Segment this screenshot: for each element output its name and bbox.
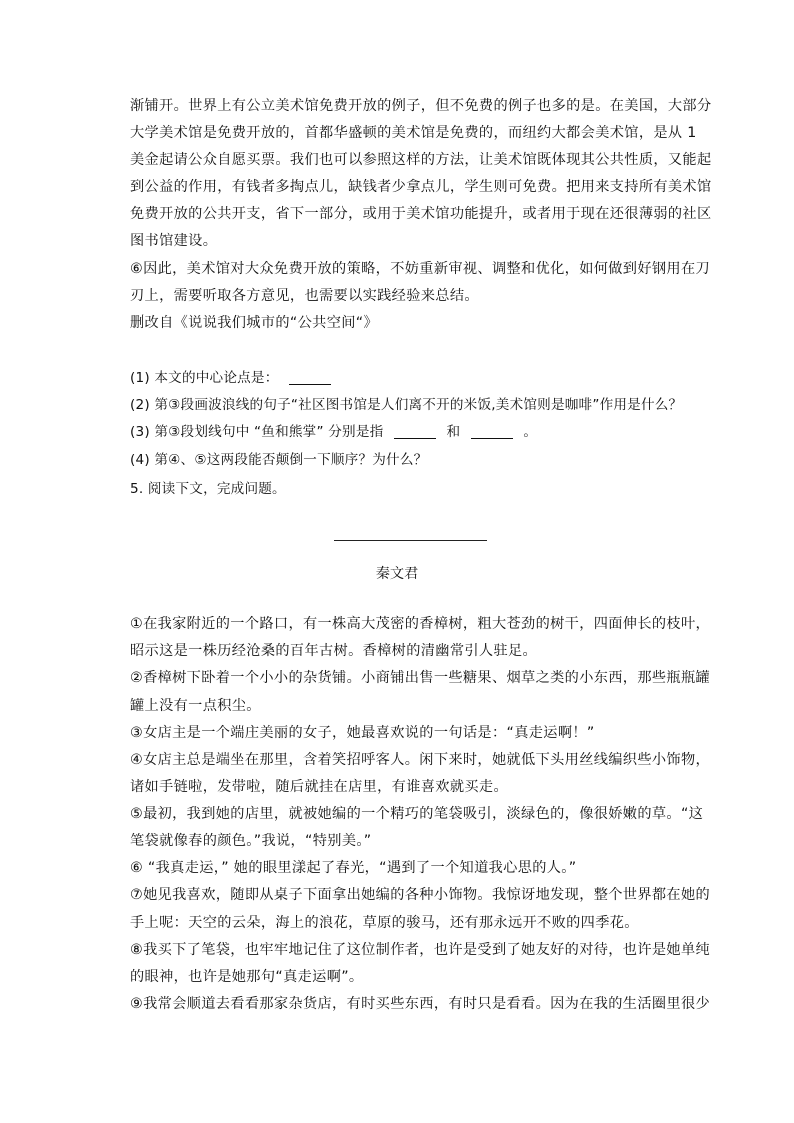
answer-blank xyxy=(289,370,331,385)
paragraph-line: 刃上，需要听取各方意见，也需要以实践经验来总结。 xyxy=(130,288,479,304)
paragraph-line: ⑨我常会顺道去看看那家杂货店，有时买些东西，有时只是看看。因为在我的生活圈里很少 xyxy=(130,996,711,1012)
paragraph-line: 笔袋就像春的颜色。”我说，“特别美。” xyxy=(130,833,372,849)
question-5: 5. 阅读下文，完成问题。 xyxy=(130,481,286,497)
paragraph-line: 渐铺开。世界上有公立美术馆免费开放的例子，但不免费的例子也多的是。在美国，大部分 xyxy=(130,98,712,114)
paragraph-line: 大学美术馆是免费开放的，首都华盛顿的美术馆是免费的，而纽约大都会美术馆，是从 1 xyxy=(130,125,697,141)
answer-blank xyxy=(394,424,436,439)
paragraph-line: ⑤最初，我到她的店里，就被她编的一个精巧的笔袋吸引，淡绿色的，像很娇嫩的草。“这 xyxy=(130,806,704,822)
paragraph-line: 昭示这是一株历经沧桑的百年古树。香樟树的清幽常引人驻足。 xyxy=(130,643,538,659)
paragraph-line: ②香樟树下卧着一个小小的杂货铺。小商铺出售一些糖果、烟草之类的小东西，那些瓶瓶罐 xyxy=(130,670,711,686)
paragraph-line: ⑦她见我喜欢，随即从桌子下面拿出她编的各种小饰物。我惊讶地发现，整个世界都在她的 xyxy=(130,887,711,903)
paragraph-line: ⑧我买下了笔袋，也牢牢地记住了这位制作者，也许是受到了她友好的对待，也许是她单纯 xyxy=(130,942,711,958)
paragraph-line: ③女店主是一个端庄美丽的女子，她最喜欢说的一句话是：“真走运啊！” xyxy=(130,725,595,741)
paragraph-line: 手上呢：天空的云朵，海上的浪花，草原的骏马，还有那永远开不败的四季花。 xyxy=(130,915,639,931)
paragraph-line: ⑥因此，美术馆对大众免费开放的策略，不妨重新审视、调整和优化，如何做到好钢用在刀 xyxy=(130,261,711,277)
question-3-end: 。 xyxy=(523,424,538,440)
paragraph-line: 的眼神，也许是她那句“真走运啊”。 xyxy=(130,969,364,985)
paragraph-line: ⑥ “我真走运，” 她的眼里漾起了春光，“遇到了一个知道我心思的人。” xyxy=(130,860,577,876)
question-3-text: (3) 第③段划线句中 “鱼和熊掌” 分别是指 xyxy=(130,424,384,440)
source-citation: 删改自《说说我们城市的“公共空间“》 xyxy=(130,315,379,331)
paragraph-line: 免费开放的公共开支，省下一部分，或用于美术馆功能提升，或者用于现在还很薄弱的社区 xyxy=(130,206,712,222)
paragraph-line: 罐上没有一点积尘。 xyxy=(130,698,261,714)
question-1-text: (1) 本文的中心论点是： xyxy=(130,370,279,386)
answer-blank xyxy=(471,424,513,439)
title-blank-line xyxy=(334,540,487,541)
question-1 xyxy=(130,368,331,388)
story-title: 秦文君 xyxy=(375,566,419,582)
paragraph-line: ④女店主总是端坐在那里，含着笑招呼客人。闲下来时，她就低下头用丝线编织些小饰物， xyxy=(130,752,711,768)
paragraph-line: 到公益的作用，有钱者多掏点儿，缺钱者少拿点儿，学生则可免费。把用来支持所有美术馆 xyxy=(130,179,712,195)
paragraph-line: ①在我家附近的一个路口，有一株高大茂密的香樟树，粗大苍劲的树干，四面伸长的枝叶， xyxy=(130,616,711,632)
question-4: (4) 第④、⑤这两段能否颠倒一下顺序？为什么？ xyxy=(130,452,428,468)
paragraph-line: 图书馆建设。 xyxy=(130,233,218,249)
question-2: (2) 第③段画波浪线的句子“社区图书馆是人们离不开的米饭,美术馆则是咖啡”作用是什么？ xyxy=(130,397,683,413)
question-3 xyxy=(130,422,537,442)
paragraph-line: 美金起请公众自愿买票。我们也可以参照这样的方法，让美术馆既体现其公共性质，又能起 xyxy=(130,152,712,168)
paragraph-line: 诸如手链啦，发带啦，随后就挂在店里，有谁喜欢就买走。 xyxy=(130,779,508,795)
question-3-and: 和 xyxy=(446,424,461,440)
